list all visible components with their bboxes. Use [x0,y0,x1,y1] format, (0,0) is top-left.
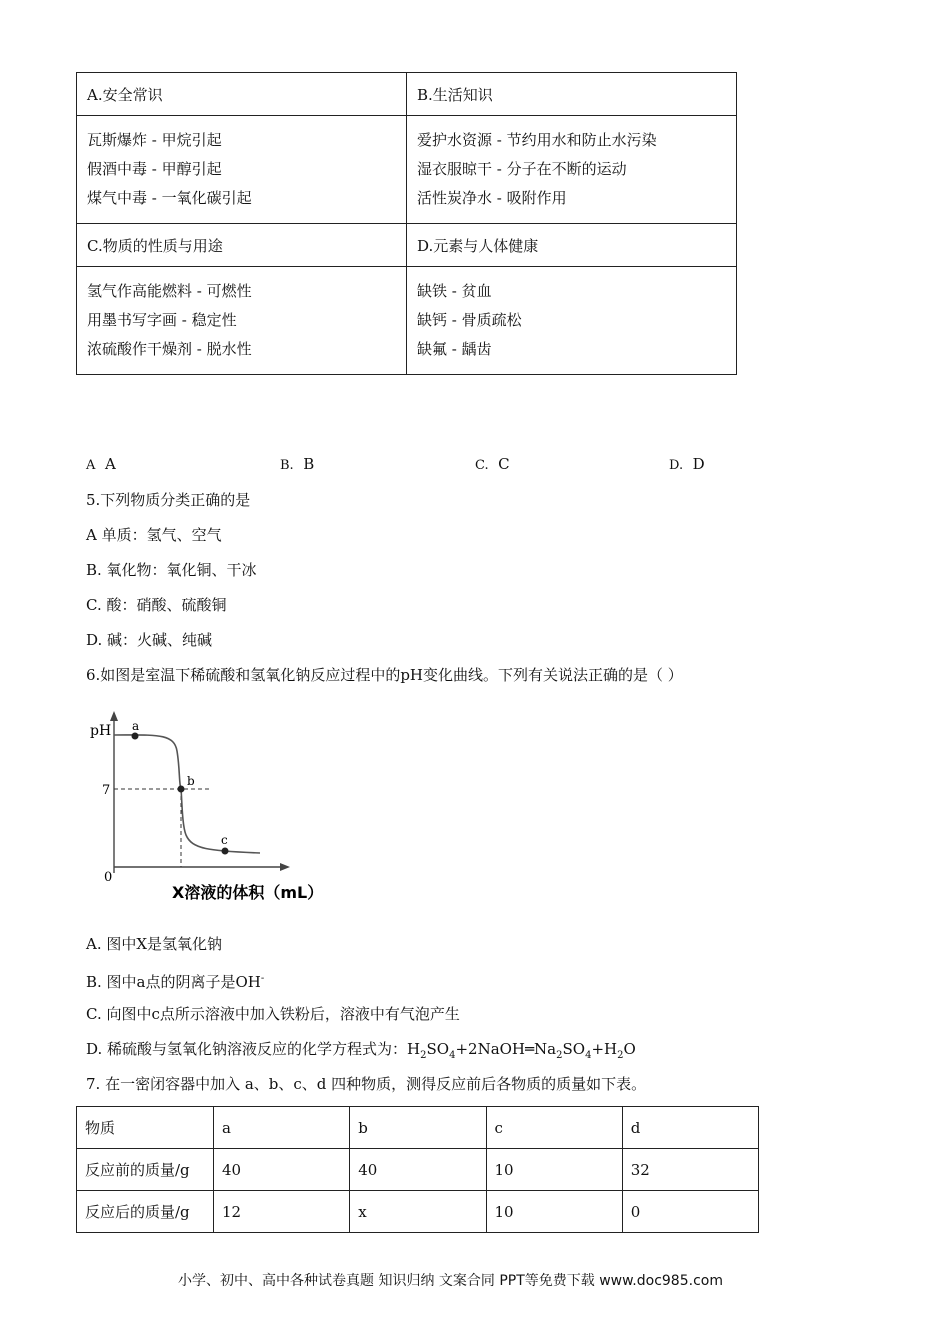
ph-curve-chart [86,705,366,910]
q6-option-c[interactable]: C. 向图中c点所示溶液中加入铁粉后，溶液中有气泡产生 [86,1005,460,1023]
table-cell: 12 [214,1191,350,1233]
c-line-3: 浓硫酸作干燥剂 - 脱水性 [87,340,252,358]
q6-option-b[interactable]: B. 图中a点的阴离子是OH- [86,973,265,991]
q4-knowledge-table [76,72,737,375]
c-line-1: 氢气作高能燃料 - 可燃性 [87,282,252,300]
point-b-label: b [187,774,195,788]
cell-c-header: C.物质的性质与用途 [77,224,407,267]
b-line-2: 湿衣服晾干 - 分子在不断的运动 [417,160,627,178]
table-cell: 10 [486,1149,622,1191]
point-a-label: a [132,719,140,733]
cell-d-header: D.元素与人体健康 [407,224,737,267]
table-cell: c [486,1107,622,1149]
table-cell: 反应后的质量/g [77,1191,214,1233]
table-row [77,1191,759,1233]
y-axis-arrow-icon [110,711,118,721]
a-line-1: 瓦斯爆炸 - 甲烷引起 [87,131,222,149]
q4-option-b[interactable]: B. B [280,455,315,473]
point-c [222,848,229,855]
c-line-2: 用墨书写字画 - 稳定性 [87,311,237,329]
q4-option-d[interactable]: D. D [669,455,705,473]
point-c-label: c [221,833,228,847]
q5-option-a[interactable]: A 单质：氢气、空气 [86,526,222,544]
ph-curve [114,735,260,853]
b-line-1: 爱护水资源 - 节约用水和防止水污染 [417,131,657,149]
x-axis-label: X溶液的体积（mL） [172,883,324,902]
table-cell: 反应前的质量/g [77,1149,214,1191]
table-cell: 32 [622,1149,758,1191]
equation: $H_2SO_4+2NaOH═Na_2SO_4+H_2O$ [407,1040,636,1061]
q4-option-c[interactable]: C. C [475,455,510,473]
q6-stem: 6.如图是室温下稀硫酸和氢氧化钠反应过程中的pH变化曲线。下列有关说法正确的是（ ） [86,666,683,684]
table-cell: a [214,1107,350,1149]
x-axis-arrow-icon [280,863,290,871]
table-cell: 10 [486,1191,622,1233]
q5-option-d[interactable]: D. 碱：火碱、纯碱 [86,631,213,649]
a-line-2: 假酒中毒 - 甲醇引起 [87,160,222,178]
q4-option-a[interactable]: A A [86,455,116,473]
cell-c-body [77,267,407,375]
table-cell: 0 [622,1191,758,1233]
table-row [77,1107,759,1149]
d-line-2: 缺钙 - 骨质疏松 [417,311,522,329]
q7-mass-table [76,1106,759,1233]
q5-stem: 5.下列物质分类正确的是 [86,491,251,509]
b-line-3: 活性炭净水 - 吸附作用 [417,189,567,207]
q5-option-c[interactable]: C. 酸：硝酸、硫酸铜 [86,596,227,614]
q5-option-b[interactable]: B. 氧化物：氧化铜、干冰 [86,561,257,579]
table-cell: b [350,1107,486,1149]
q6-option-a[interactable]: A. 图中X是氢氧化钠 [86,935,223,953]
cell-b-header: B.生活知识 [407,73,737,116]
q7-stem: 7. 在一密闭容器中加入 a、b、c、d 四种物质，测得反应前后各物质的质量如下表。 [86,1075,647,1093]
table-cell: 物质 [77,1107,214,1149]
table-cell: x [350,1191,486,1233]
cell-b-body [407,116,737,224]
point-b [178,786,185,793]
table-cell: 40 [214,1149,350,1191]
table-row [77,1149,759,1191]
table-cell: d [622,1107,758,1149]
d-line-3: 缺氟 - 龋齿 [417,340,492,358]
a-line-3: 煤气中毒 - 一氧化碳引起 [87,189,252,207]
footer-banner: 小学、初中、高中各种试卷真题 知识归纳 文案合同 PPT等免费下载 www.doc985.com [178,1273,723,1289]
y-axis-label: pH [90,723,112,739]
y-tick-7: 7 [102,783,111,798]
cell-d-body [407,267,737,375]
d-line-1: 缺铁 - 贫血 [417,282,492,300]
cell-a-header: A.安全常识 [77,73,407,116]
q6-option-d[interactable]: D. 稀硫酸与氢氧化钠溶液反应的化学方程式为：$H_2SO_4+2NaOH═Na_2SO_4+H_2O$ [86,1040,636,1061]
table-cell: 40 [350,1149,486,1191]
origin-label: 0 [104,870,113,885]
point-a [132,733,139,740]
cell-a-body [77,116,407,224]
